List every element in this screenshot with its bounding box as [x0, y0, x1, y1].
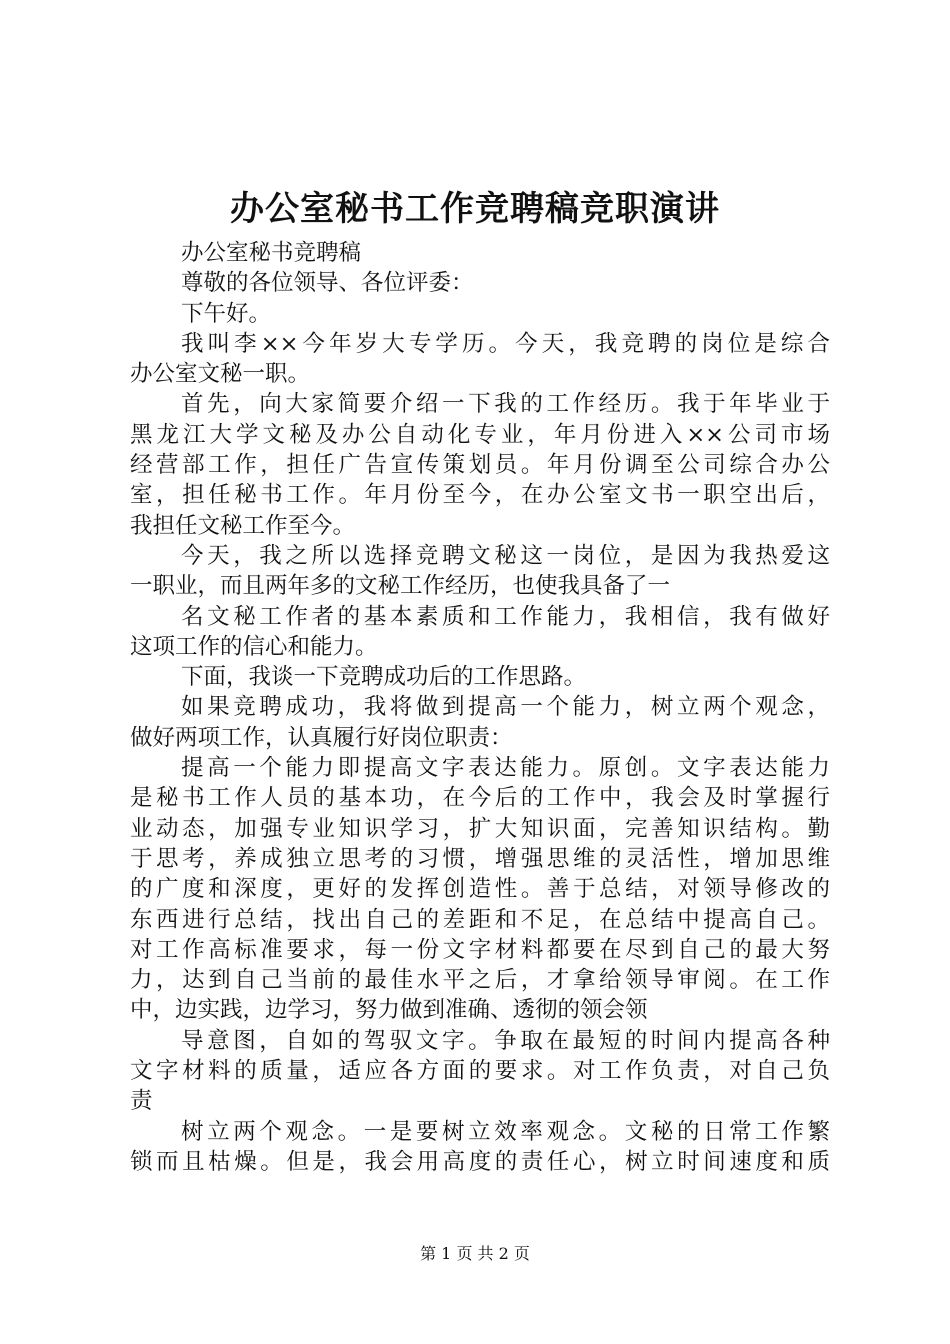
text-line: 名文秘工作者的基本素质和工作能力，我相信，我有做好	[181, 603, 830, 630]
text-line: 力，达到自己当前的最佳水平之后，才拿给领导审阅。在工作	[130, 967, 830, 994]
text-line: 导意图，自如的驾驭文字。争取在最短的时间内提高各种	[181, 1027, 830, 1054]
text-line: 是秘书工作人员的基本功，在今后的工作中，我会及时掌握行	[130, 785, 830, 812]
text-line: 责	[130, 1088, 153, 1115]
document-title: 办公室秘书工作竞聘稿竞职演讲	[230, 189, 720, 229]
text-line: 我叫李××今年岁大专学历。今天，我竞聘的岗位是综合	[181, 330, 830, 357]
text-line: 首先，向大家简要介绍一下我的工作经历。我于年毕业于	[181, 391, 830, 418]
text-line: 室，担任秘书工作。年月份至今，在办公室文书一职空出后，	[130, 482, 830, 509]
text-line: 的广度和深度，更好的发挥创造性。善于总结，对领导修改的	[130, 876, 830, 903]
text-line: 如果竞聘成功，我将做到提高一个能力，树立两个观念，	[181, 694, 830, 721]
text-line: 这项工作的信心和能力。	[130, 633, 378, 660]
text-line: 于思考，养成独立思考的习惯，增强思维的灵活性，增加思维	[130, 845, 830, 872]
text-line: 业动态，加强专业知识学习，扩大知识面，完善知识结构。勤	[130, 815, 830, 842]
text-line: 锁而且枯燥。但是，我会用高度的责任心，树立时间速度和质	[130, 1148, 830, 1175]
text-line: 黑龙江大学文秘及办公自动化专业，年月份进入××公司市场	[130, 421, 830, 448]
text-line: 尊敬的各位领导、各位评委：	[181, 270, 474, 297]
text-line: 提高一个能力即提高文字表达能力。原创。文字表达能力	[181, 755, 830, 782]
text-line: 今天，我之所以选择竞聘文秘这一岗位，是因为我热爱这	[181, 542, 830, 569]
page-number-footer: 第 1 页 共 2 页	[420, 1244, 530, 1263]
document-body	[130, 238, 830, 1177]
text-line: 文字材料的质量，适应各方面的要求。对工作负责，对自己负	[130, 1058, 830, 1085]
text-line: 一职业，而且两年多的文秘工作经历，也使我具备了一	[130, 573, 671, 600]
text-line: 做好两项工作，认真履行好岗位职责：	[130, 724, 513, 751]
text-line: 办公室文秘一职。	[130, 361, 311, 388]
text-line: 东西进行总结，找出自己的差距和不足，在总结中提高自己。	[130, 906, 830, 933]
text-line: 办公室秘书竞聘稿	[181, 240, 362, 266]
text-line: 我担任文秘工作至今。	[130, 512, 356, 539]
text-line: 树立两个观念。一是要树立效率观念。文秘的日常工作繁	[181, 1118, 830, 1145]
text-line: 中，边实践，边学习，努力做到准确、透彻的领会领	[130, 997, 648, 1024]
text-line: 经营部工作，担任广告宣传策划员。年月份调至公司综合办公	[130, 452, 830, 479]
text-line: 下面，我谈一下竞聘成功后的工作思路。	[181, 664, 587, 691]
text-line: 下午好。	[181, 300, 272, 327]
text-line: 对工作高标准要求，每一份文字材料都要在尽到自己的最大努	[130, 936, 830, 963]
